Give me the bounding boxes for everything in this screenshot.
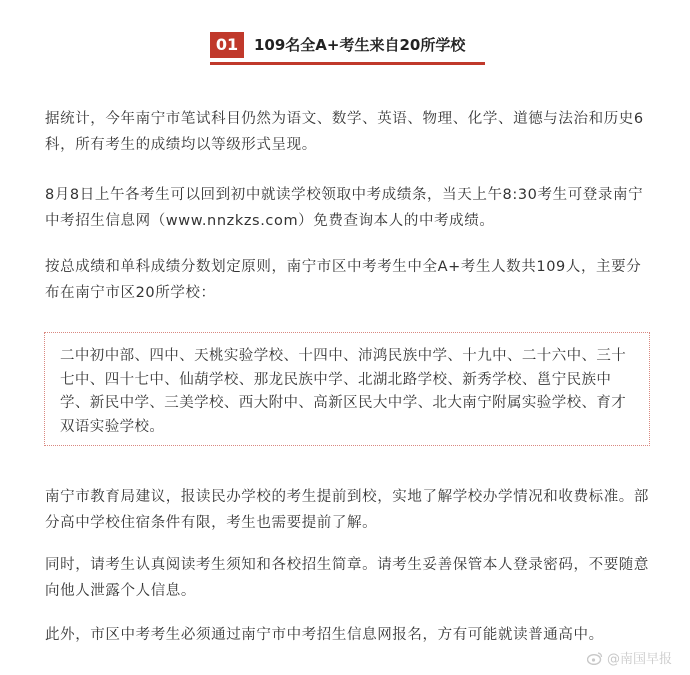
paragraph-stats: 据统计，今年南宁市笔试科目仍然为语文、数学、英语、物理、化学、道德与法治和历史6科，所有考生的成绩均以等级形式呈现。 [45, 111, 644, 153]
watermark [587, 648, 672, 667]
watermark-text: @南国早报 [606, 652, 672, 667]
paragraph-score-release: 8月8日上午各考生可以回到初中就读学校领取中考成绩条，当天上午8:30考生可登录南宁中考招生信息网（www.nnzkzs.com）免费查询本人的中考成绩。 [45, 187, 644, 229]
paragraph-read-guidelines: 同时，请考生认真阅读考生须知和各校招生简章。请考生妥善保管本人登录密码，不要随意向他人泄露个人信息。 [45, 557, 649, 599]
school-list-text: 二中初中部、四中、天桃实验学校、十四中、沛鸿民族中学、十九中、二十六中、三十七中、四十七中、仙葫学校、那龙民族中学、北湖北路学校、新秀学校、邕宁民族中学、新民中学、三美学校、西大附中、高新区民大中学、北大南宁附属实验学校、育才双语实验学校。 [60, 348, 627, 435]
paragraph-private-school-advice: 南宁市教育局建议，报读民办学校的考生提前到校，实地了解学校办学情况和收费标准。部分高中学校住宿条件有限，考生也需要提前了解。 [45, 489, 649, 531]
paragraph-distribution: 按总成绩和单科成绩分数划定原则，南宁市区中考考生中全A+考生人数共109人，主要分布在南宁市区20所学校： [45, 259, 642, 301]
title-underline [210, 62, 485, 65]
section-title: 109名全A+考生来自20所学校 [254, 36, 466, 54]
school-list-box [44, 332, 650, 446]
section-heading [210, 28, 485, 66]
paragraph-registration: 此外，市区中考考生必须通过南宁市中考招生信息网报名，方有可能就读普通高中。 [45, 627, 604, 643]
section-number-badge: 01 [210, 32, 244, 58]
weibo-icon [587, 651, 603, 665]
